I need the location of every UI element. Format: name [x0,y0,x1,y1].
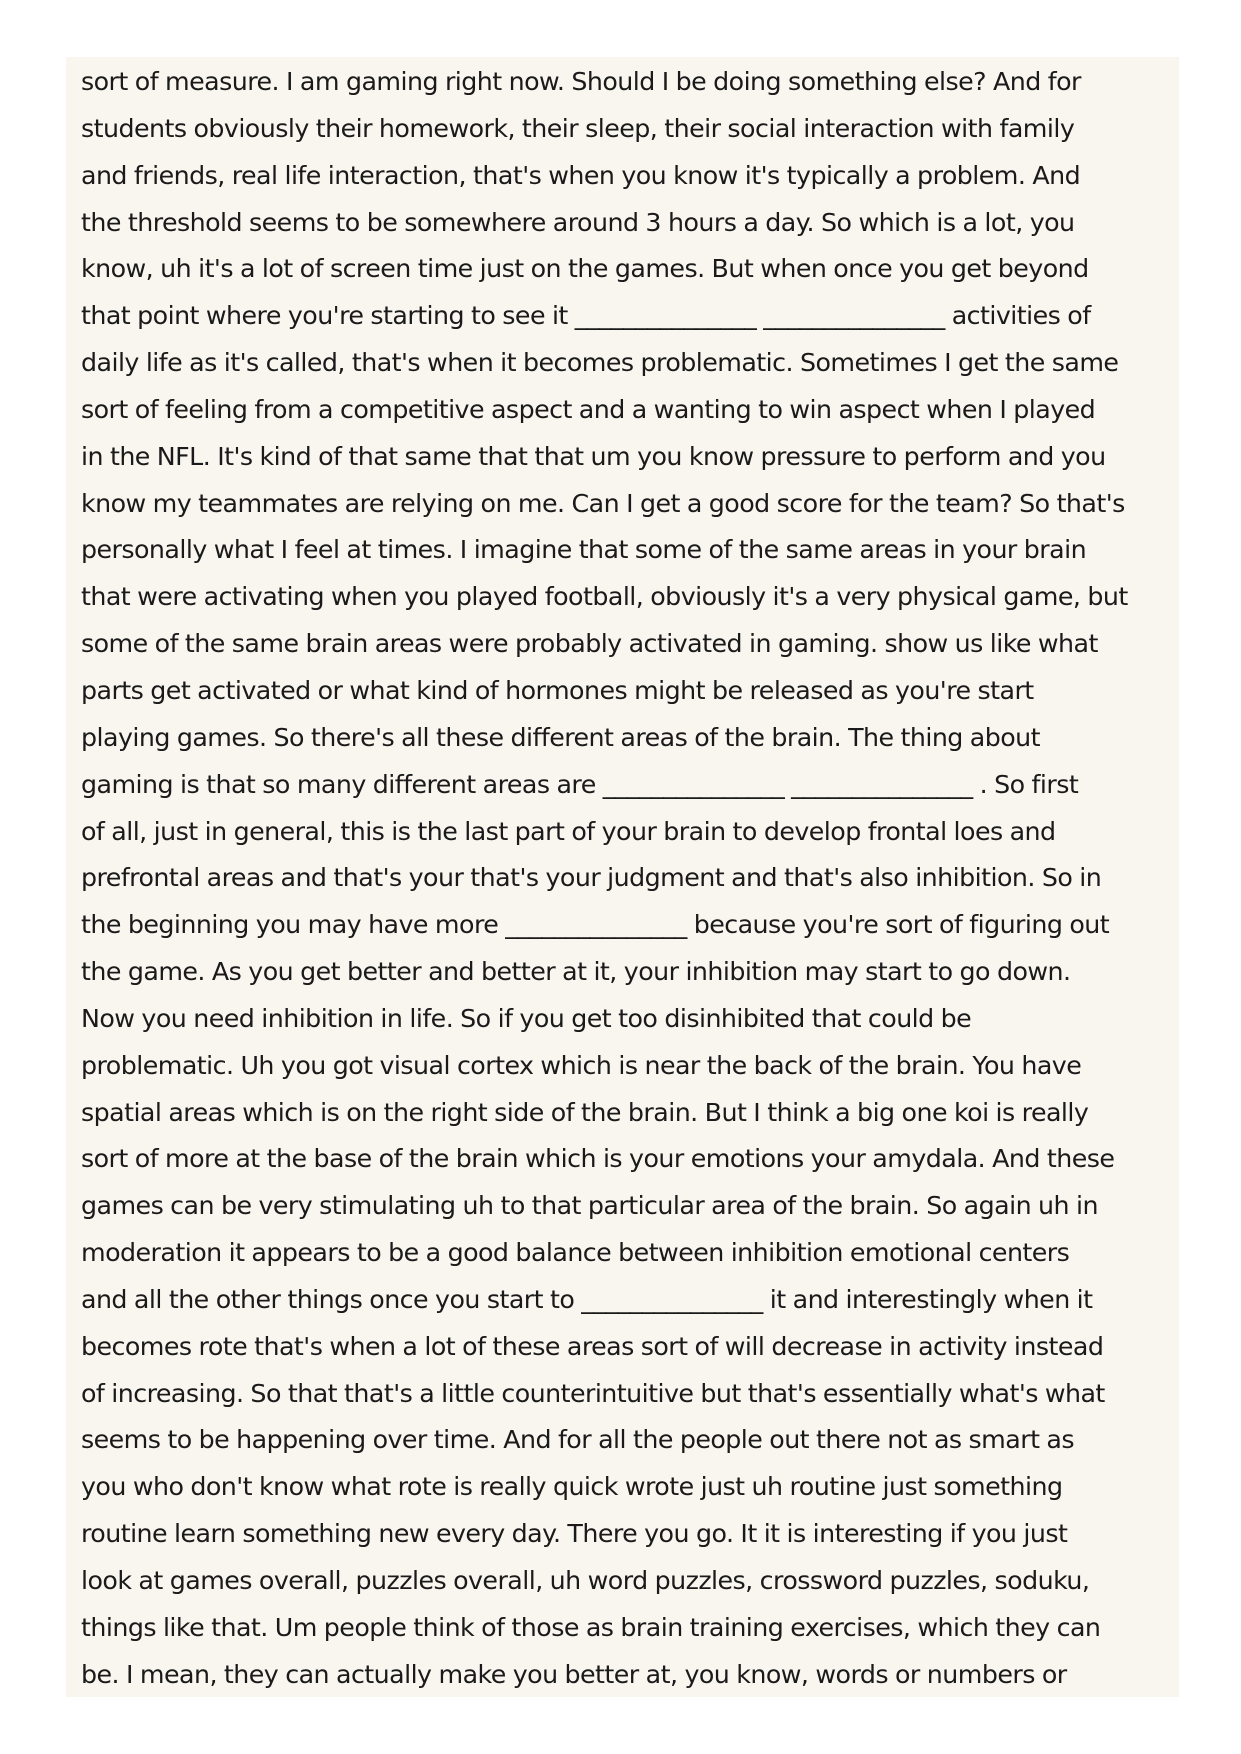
text-line: gaming is that so many different areas are _______________ _______________ . So first [81,769,1079,799]
text-line: that point where you're starting to see it _______________ _______________ activities of [81,301,1091,331]
text-line: be. I mean, they can actually make you better at, you know, words or numbers or [81,1659,1067,1689]
text-line: parts get activated or what kind of hormones might be released as you're start [81,675,1034,705]
text-line: things like that. Um people think of those as brain training exercises, which they can [81,1612,1101,1642]
text-line: playing games. So there's all these different areas of the brain. The thing about [81,722,1041,752]
text-line: in the NFL. It's kind of that same that that um you know pressure to perform and you [81,441,1106,471]
text-line: the beginning you may have more _______________ because you're sort of figuring out [81,910,1110,940]
text-line: seems to be happening over time. And for all the people out there not as smart as [81,1425,1075,1455]
text-line: the threshold seems to be somewhere around 3 hours a day. So which is a lot, you [81,207,1075,237]
text-line: look at games overall, puzzles overall, uh word puzzles, crossword puzzles, soduku, [81,1566,1090,1595]
transcript-text [81,59,1171,1699]
text-line: sort of measure. I am gaming right now. Should I be doing something else? And for [81,67,1081,96]
text-line: you who don't know what rote is really quick wrote just uh routine just something [81,1472,1063,1502]
text-line: routine learn something new every day. There you go. It it is interesting if you just [81,1519,1068,1549]
text-line: know, uh it's a lot of screen time just on the games. But when once you get beyond [81,254,1089,284]
text-line: prefrontal areas and that's your that's your judgment and that's also inhibition. So in [81,863,1102,893]
text-line: games can be very stimulating uh to that particular area of the brain. So again uh in [81,1191,1098,1221]
text-line: personally what I feel at times. I imagine that some of the same areas in your brain [81,535,1087,565]
text-line: spatial areas which is on the right side of the brain. But I think a big one koi is really [81,1097,1089,1127]
text-line: that were activating when you played football, obviously it's a very physical game, but [81,582,1128,612]
text-line: Now you need inhibition in life. So if you get too disinhibited that could be [81,1003,972,1033]
text-line: the game. As you get better and better at it, your inhibition may start to go down. [81,957,1071,987]
text-line: and all the other things once you start to _______________ it and interestingly when it [81,1284,1093,1314]
text-line: some of the same brain areas were probably activated in gaming. show us like what [81,629,1098,659]
text-line: sort of feeling from a competitive aspect and a wanting to win aspect when I played [81,394,1096,424]
text-line: know my teammates are relying on me. Can I get a good score for the team? So that's [81,488,1125,518]
text-line: of increasing. So that that's a little counterintuitive but that's essentially what's what [81,1378,1105,1408]
text-line: daily life as it's called, that's when it becomes problematic. Sometimes I get the same [81,348,1119,378]
text-line: becomes rote that's when a lot of these areas sort of will decrease in activity instead [81,1331,1104,1361]
text-line: of all, just in general, this is the last part of your brain to develop frontal loes and [81,816,1056,846]
text-line: and friends, real life interaction, that's when you know it's typically a problem. And [81,160,1081,190]
text-line: sort of more at the base of the brain which is your emotions your amydala. And these [81,1144,1115,1174]
text-line: moderation it appears to be a good balance between inhibition emotional centers [81,1238,1070,1268]
text-line: problematic. Uh you got visual cortex which is near the back of the brain. You have [81,1050,1082,1080]
text-line: students obviously their homework, their sleep, their social interaction with family [81,113,1075,143]
